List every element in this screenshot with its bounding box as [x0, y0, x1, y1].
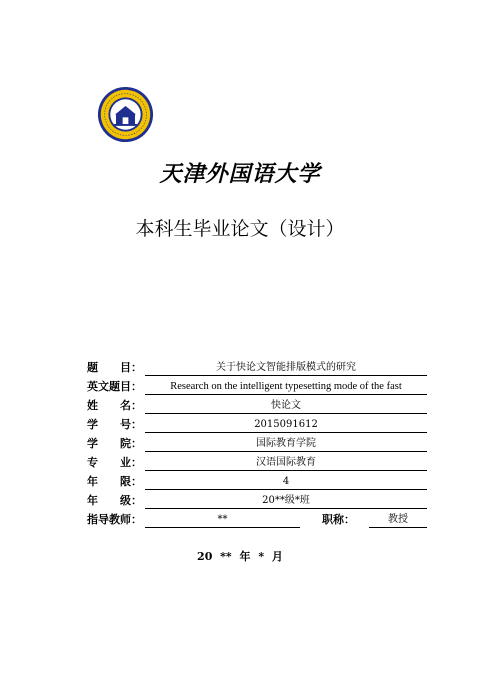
field-row-supervisor	[87, 513, 427, 532]
field-label: 题 目：	[87, 361, 142, 374]
field-label: 学 院：	[87, 437, 142, 450]
field-row-title	[87, 361, 427, 380]
field-row-name	[87, 399, 427, 418]
university-name: 天津外国语大学	[159, 161, 321, 187]
info-table	[87, 361, 427, 532]
english-title-value: Research on the intelligent typesetting mode of the fast	[145, 380, 427, 395]
student-id-value: 2015091612	[145, 418, 427, 433]
thesis-title-value: 关于快论文智能排版模式的研究	[145, 361, 427, 376]
field-row-college	[87, 437, 427, 456]
university-seal-icon	[97, 86, 154, 143]
supervisor-value: **	[145, 513, 300, 528]
student-name-value: 快论文	[145, 399, 427, 414]
major-value: 汉语国际教育	[145, 456, 427, 471]
field-label: 年 限：	[87, 475, 142, 488]
field-label: 指导教师：	[87, 513, 142, 526]
field-label: 年 级：	[87, 494, 142, 507]
field-label: 专 业：	[87, 456, 142, 469]
field-label: 英文题目：	[87, 380, 142, 393]
professional-title-value: 教授	[369, 513, 427, 528]
duration-value: 4	[145, 475, 427, 490]
field-row-student-id	[87, 418, 427, 437]
college-value: 国际教育学院	[145, 437, 427, 452]
field-row-major	[87, 456, 427, 475]
grade-value: 20**级*班	[145, 494, 427, 509]
field-row-grade	[87, 494, 427, 513]
field-label: 学 号：	[87, 418, 142, 431]
field-row-english-title	[87, 380, 427, 399]
field-row-duration	[87, 475, 427, 494]
field-label: 姓 名：	[87, 399, 142, 412]
professional-title-label: 职称：	[322, 513, 355, 526]
document-title: 本科生毕业论文（设计）	[135, 218, 345, 240]
submission-date: 20 ** 年 * 月	[197, 550, 283, 563]
